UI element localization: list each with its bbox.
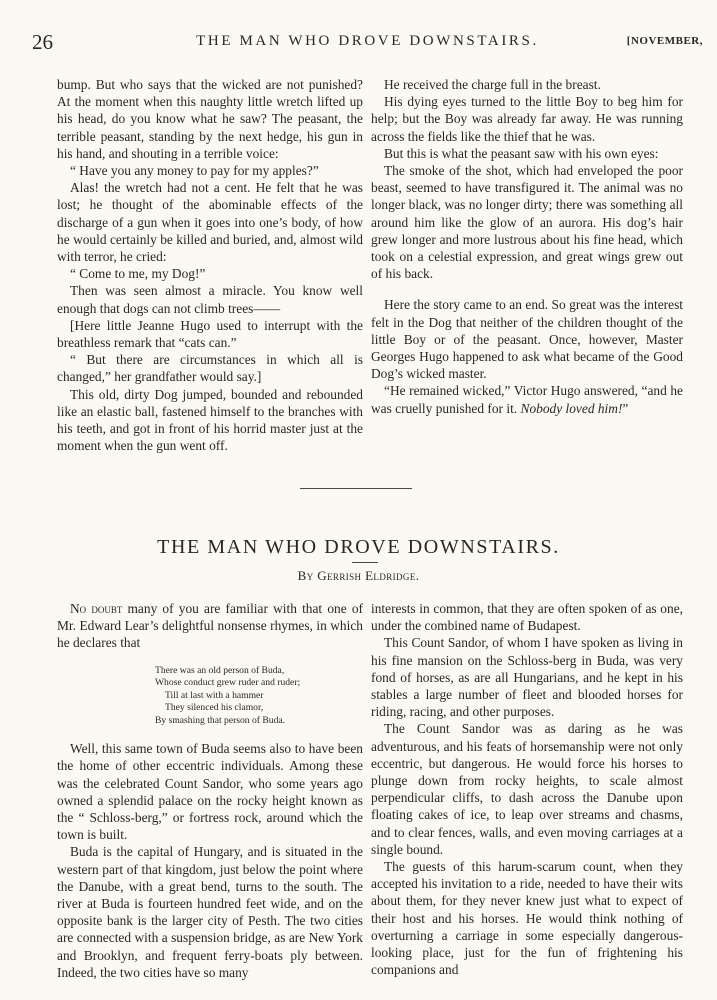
- poem-line: They silenced his clamor,: [165, 702, 264, 714]
- opening-paragraph: [57, 600, 363, 652]
- paragraph: The Count Sandor was as daring as he was adventurous, and his feats of horsemanship were not only eccentric, but dangerous. He would force his horses to plunge down from rocky heights, to scale almost perpendicular cliffs, to dash across the Danube upon floating cakes of ice, to leap over streams and chasms, and to clear fences, walls, and even moving carriages at a single bound.: [371, 721, 683, 857]
- paragraph: This Count Sandor, of whom I have spoken as living in his fine mansion on the Schloss-berg in Buda, was very fond of horses, as are all Hungarians, and he kept in his stables a large number of fleet and blooded horses for riding, racing, and other purposes.: [371, 635, 683, 720]
- closing-text: “He remained wicked,” Victor Hugo answered, “and he was cruelly punished for it.: [371, 383, 683, 416]
- poem-line: Till at last with a hammer: [165, 689, 264, 701]
- article-title: THE MAN WHO DROVE DOWNSTAIRS.: [157, 536, 560, 558]
- poem-line: Whose conduct grew ruder and ruder;: [155, 677, 301, 689]
- paragraph: He received the charge full in the breast.: [384, 77, 601, 92]
- quoted-poem: [155, 665, 363, 728]
- closing-quote: ”: [622, 400, 629, 416]
- paragraph: Here the story came to an end. So great was the interest felt in the Dog that neither of the children thought of the little Boy or of the peasant. Once, however, Master Georges Hugo happened to ask what became of the Good Dog’s wicked master.: [371, 297, 683, 382]
- closing-italic: Nobody loved him!: [520, 400, 623, 416]
- paragraph: But this is what the peasant saw with his own eyes:: [384, 145, 659, 161]
- section-divider: [300, 488, 412, 489]
- paragraph: “ Have you any money to pay for my apples?”: [70, 163, 319, 179]
- article-column-left: [57, 600, 363, 981]
- drop-words: No doubt: [70, 601, 123, 616]
- paragraph: “ But there are circumstances in which all is changed,” her grandfather would say.]: [57, 352, 363, 385]
- byline: By Gerrish Eldridge.: [297, 568, 420, 583]
- paragraph: [Here little Jeanne Hugo used to interrupt with the breathless remark that “cats can.”: [57, 317, 363, 351]
- paragraph: “ Come to me, my Dog!”: [70, 266, 206, 282]
- story-column-right: [371, 76, 683, 417]
- paragraph: This old, dirty Dog jumped, bounded and rebounded like an elastic ball, fastened himself to the branches with his teeth, and got in front of his horrid master just at the moment when the gun went off.: [57, 386, 363, 454]
- article-column-right: [371, 600, 683, 978]
- running-month: [NOVEMBER,: [626, 35, 703, 47]
- paragraph: Alas! the wretch had not a cent. He felt that he was lost; he thought of the abominable effects of the discharge of a gun when it goes into one’s body, of how he would certainly be killed and buried, and, almost wild with terror, he cried:: [57, 180, 363, 265]
- paragraph: Well, this same town of Buda seems also to have been the home of other eccentric individuals. Among these was the celebrated Count Sandor, who some years ago owned a splendid palace on the rocky height known as the “ Schloss-berg,” or fortress rock, around which the town is built.: [57, 741, 363, 843]
- page-number: 26: [32, 30, 53, 54]
- running-title: THE MAN WHO DROVE DOWNSTAIRS.: [196, 33, 539, 49]
- poem-line: There was an old person of Buda,: [155, 664, 285, 676]
- paragraph: interests in common, that they are often spoken of as one, under the combined name of Budapest.: [371, 601, 683, 634]
- paragraph: Buda is the capital of Hungary, and is situated in the western part of that kingdom, just below the point where the Danube, with a great bend, turns to the south. The river at Buda is fourteen hundred feet wide, and on the opposite bank is the larger city of Pesth. The two cities are connected with a suspension bridge, as are New York and Brooklyn, and frequent ferry-boats ply between. Indeed, the two cities have so many: [57, 844, 363, 980]
- paragraph: The guests of this harum-scarum count, when they accepted his invitation to a ride, needed to have their wits about them, for they never knew just what to expect of their host and his horses. He would think nothing of overturning a carriage in some especially dangerous-looking place, just for the fun of frightening his companions and: [371, 859, 683, 978]
- poem-line: By smashing that person of Buda.: [155, 714, 286, 726]
- paragraph: Then was seen almost a miracle. You know well enough that dogs can not climb trees——: [57, 283, 363, 316]
- paragraph: bump. But who says that the wicked are not punished? At the moment when this naughty little wretch lifted up his head, do you know what he saw? The peasant, the terrible peasant, standing by the next hedge, his gun in his hand, and shouting in a terrible voice:: [57, 77, 363, 161]
- title-rule: [352, 562, 378, 563]
- story-column-left: [57, 76, 363, 454]
- running-header: [32, 30, 703, 52]
- paragraph: His dying eyes turned to the little Boy to beg him for help; but the Boy was already far away. He was running across the fields like the thief that he was.: [371, 94, 683, 144]
- closing-paragraph: [371, 382, 683, 416]
- opening-text: many of you are familiar with that one of Mr. Edward Lear’s delightful nonsense rhymes, in which he declares that: [57, 601, 363, 651]
- paragraph: The smoke of the shot, which had enveloped the poor beast, seemed to have transfigured it. The animal was no longer black, was no longer dirty; there was something all around him like the glow of an aurora. His dog’s hair grew longer and more lustrous about his fine head, which took on a celestial expression, and great wings grew out of his back.: [371, 163, 683, 282]
